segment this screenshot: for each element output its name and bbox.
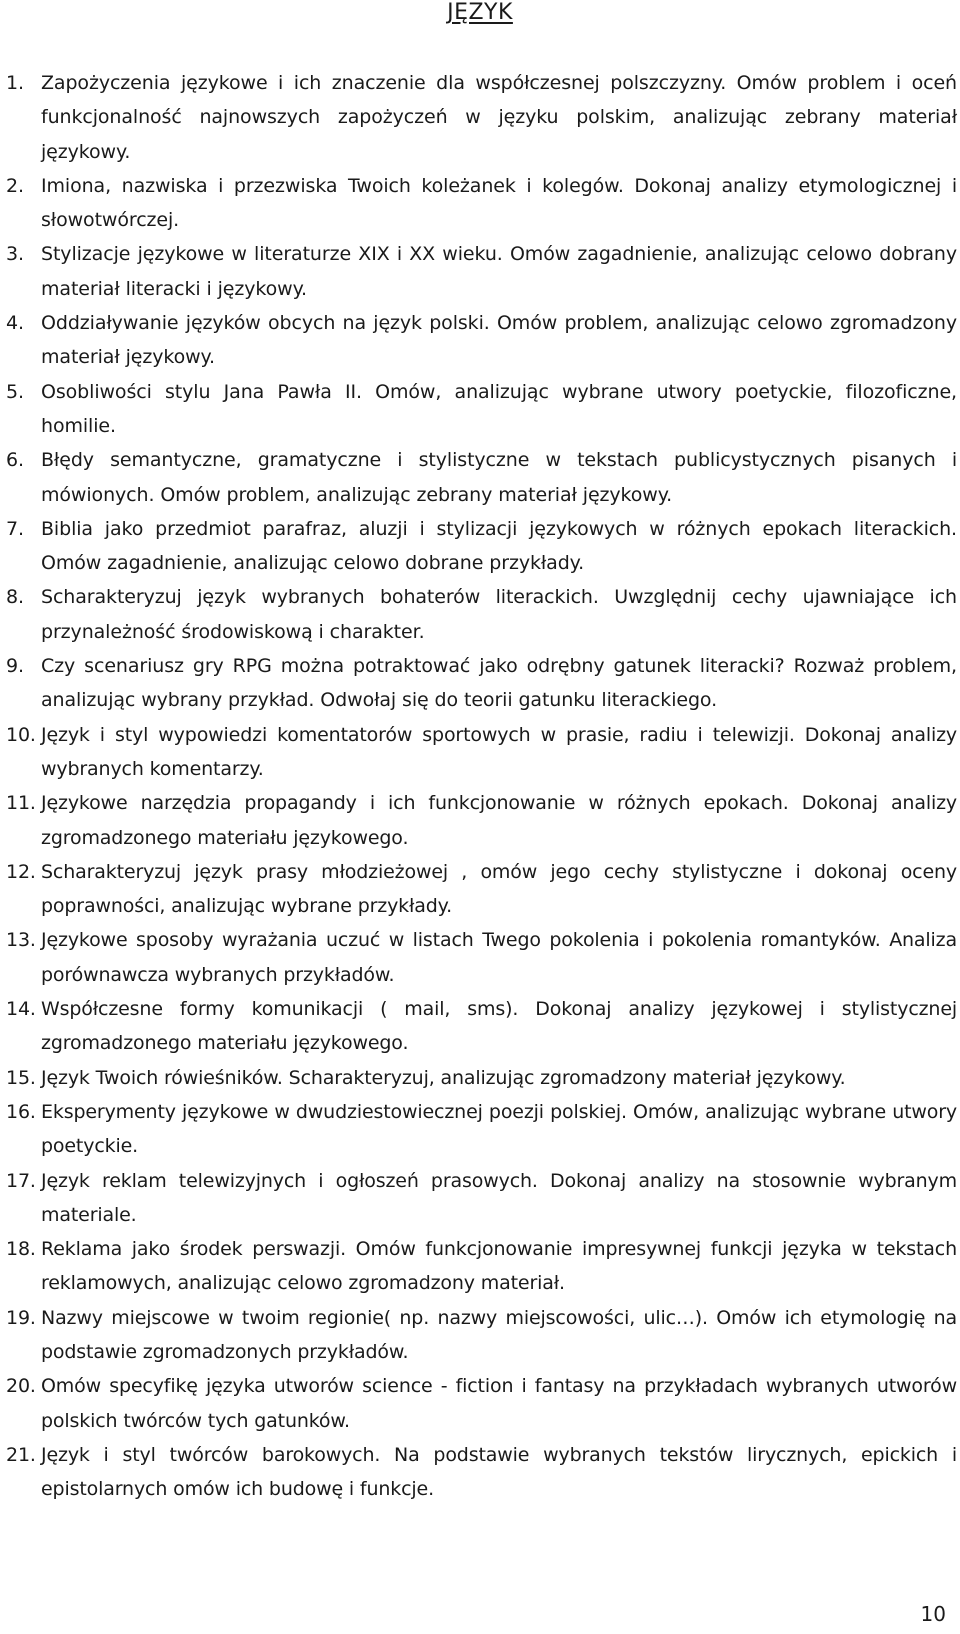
topic-number: 3. bbox=[6, 243, 24, 266]
topic-text: Język reklam telewizyjnych i ogłoszeń prasowych. Dokonaj analizy na stosownie wybranym materiale. bbox=[41, 1169, 957, 1226]
topic-number: 16. bbox=[6, 1100, 36, 1123]
topic-number: 8. bbox=[6, 586, 24, 609]
topic-number: 2. bbox=[6, 174, 24, 197]
topic-text: Scharakteryzuj język prasy młodzieżowej , omów jego cechy stylistyczne i dokonaj oceny poprawności, analizując wybrane przykłady. bbox=[41, 860, 957, 918]
topic-number: 1. bbox=[6, 72, 24, 94]
topic-item bbox=[0, 786, 960, 855]
topic-text: Językowe sposoby wyrażania uczuć w listach Twego pokolenia i pokolenia romantyków. Analiza porównawcza wybranych przykładów. bbox=[41, 929, 957, 986]
topic-number: 11. bbox=[6, 792, 36, 815]
topic-number: 17. bbox=[6, 1169, 36, 1192]
topic-item bbox=[0, 306, 960, 375]
topic-text: Zapożyczenia językowe i ich znaczenie dla współczesnej polszczyzny. Omów problem i oceń funkcjonalność najnowszych zapożyczeń w języku polskim, analizując zebrany materiał językowy. bbox=[41, 72, 957, 163]
topic-item bbox=[0, 1438, 960, 1507]
topic-item bbox=[0, 649, 960, 718]
topic-item bbox=[0, 1301, 960, 1370]
page-number: 10 bbox=[920, 1602, 946, 1626]
topic-text: Błędy semantyczne, gramatyczne i stylistyczne w tekstach publicystycznych pisanych i mówionych. Omów problem, analizując zebrany materiał językowy. bbox=[41, 449, 957, 506]
topic-item bbox=[0, 992, 960, 1061]
topic-item bbox=[0, 580, 960, 649]
topic-text: Język Twoich rówieśników. Scharakteryzuj, analizując zgromadzony materiał językowy. bbox=[41, 1066, 846, 1089]
topic-item bbox=[0, 512, 960, 581]
page-title: JĘZYK bbox=[447, 0, 513, 25]
topic-text: Współczesne formy komunikacji ( mail, sms). Dokonaj analizy językowej i stylistycznej zgromadzonego materiału językowego. bbox=[41, 998, 957, 1055]
topic-number: 9. bbox=[6, 655, 24, 678]
topic-item bbox=[0, 66, 960, 169]
topic-item bbox=[0, 169, 960, 238]
topic-number: 10. bbox=[6, 723, 36, 746]
topic-number: 18. bbox=[6, 1238, 36, 1261]
topic-item bbox=[0, 1369, 960, 1438]
topic-text: Omów specyfikę języka utworów science - fiction i fantasy na przykładach wybranych utworów polskich twórców tych gatunków. bbox=[41, 1375, 957, 1432]
topic-item bbox=[0, 718, 960, 787]
topic-number: 13. bbox=[6, 929, 36, 952]
topic-text: Czy scenariusz gry RPG można potraktować jako odrębny gatunek literacki? Rozważ problem, analizując wybrany przykład. Odwołaj się do teorii gatunku literackiego. bbox=[41, 655, 957, 712]
topic-item bbox=[0, 1095, 960, 1164]
topic-text: Imiona, nazwiska i przezwiska Twoich koleżanek i kolegów. Dokonaj analizy etymologicznej i słowotwórczej. bbox=[41, 174, 957, 232]
topic-text: Scharakteryzuj język wybranych bohaterów literackich. Uwzględnij cechy ujawniające ich przynależność środowiskową i charakter. bbox=[41, 586, 957, 643]
topic-text: Biblia jako przedmiot parafraz, aluzji i stylizacji językowych w różnych epokach literackich. Omów zagadnienie, analizując celowo dobrane przykłady. bbox=[41, 517, 957, 575]
topic-number: 12. bbox=[6, 860, 36, 883]
topic-text: Język i styl wypowiedzi komentatorów sportowych w prasie, radiu i telewizji. Dokonaj analizy wybranych komentarzy. bbox=[41, 723, 957, 780]
topic-text: Stylizacje językowe w literaturze XIX i XX wieku. Omów zagadnienie, analizując celowo dobrany materiał literacki i językowy. bbox=[41, 243, 957, 300]
topic-text: Nazwy miejscowe w twoim regionie( np. nazwy miejscowości, ulic…). Omów ich etymologię na podstawie zgromadzonych przykładów. bbox=[41, 1306, 957, 1363]
topic-number: 20. bbox=[6, 1375, 36, 1398]
topic-number: 14. bbox=[6, 998, 36, 1021]
topic-number: 15. bbox=[6, 1066, 36, 1089]
topic-text: Oddziaływanie języków obcych na język polski. Omów problem, analizując celowo zgromadzony materiał językowy. bbox=[41, 312, 957, 369]
topic-item bbox=[0, 1061, 960, 1095]
topic-number: 4. bbox=[6, 312, 24, 335]
topic-item bbox=[0, 443, 960, 512]
topic-text: Językowe narzędzia propagandy i ich funkcjonowanie w różnych epokach. Dokonaj analizy zgromadzonego materiału językowego. bbox=[41, 792, 957, 849]
topic-item bbox=[0, 855, 960, 924]
topic-list bbox=[0, 66, 960, 1506]
topic-item bbox=[0, 923, 960, 992]
topic-number: 21. bbox=[6, 1443, 36, 1466]
topic-item bbox=[0, 375, 960, 444]
topic-item bbox=[0, 1232, 960, 1301]
topic-text: Język i styl twórców barokowych. Na podstawie wybranych tekstów lirycznych, epickich i epistolarnych omów ich budowę i funkcje. bbox=[41, 1443, 957, 1501]
topic-number: 19. bbox=[6, 1306, 36, 1329]
topic-number: 6. bbox=[6, 449, 24, 472]
topic-number: 5. bbox=[6, 380, 24, 403]
topic-number: 7. bbox=[6, 517, 24, 540]
topic-text: Reklama jako środek perswazji. Omów funkcjonowanie impresywnej funkcji języka w tekstach reklamowych, analizując celowo zgromadzony materiał. bbox=[41, 1238, 957, 1295]
topic-text: Osobliwości stylu Jana Pawła II. Omów, analizując wybrane utwory poetyckie, filozoficzne, homilie. bbox=[41, 380, 957, 437]
topic-item bbox=[0, 1164, 960, 1233]
topic-item bbox=[0, 237, 960, 306]
topic-text: Eksperymenty językowe w dwudziestowiecznej poezji polskiej. Omów, analizując wybrane utwory poetyckie. bbox=[41, 1100, 957, 1158]
